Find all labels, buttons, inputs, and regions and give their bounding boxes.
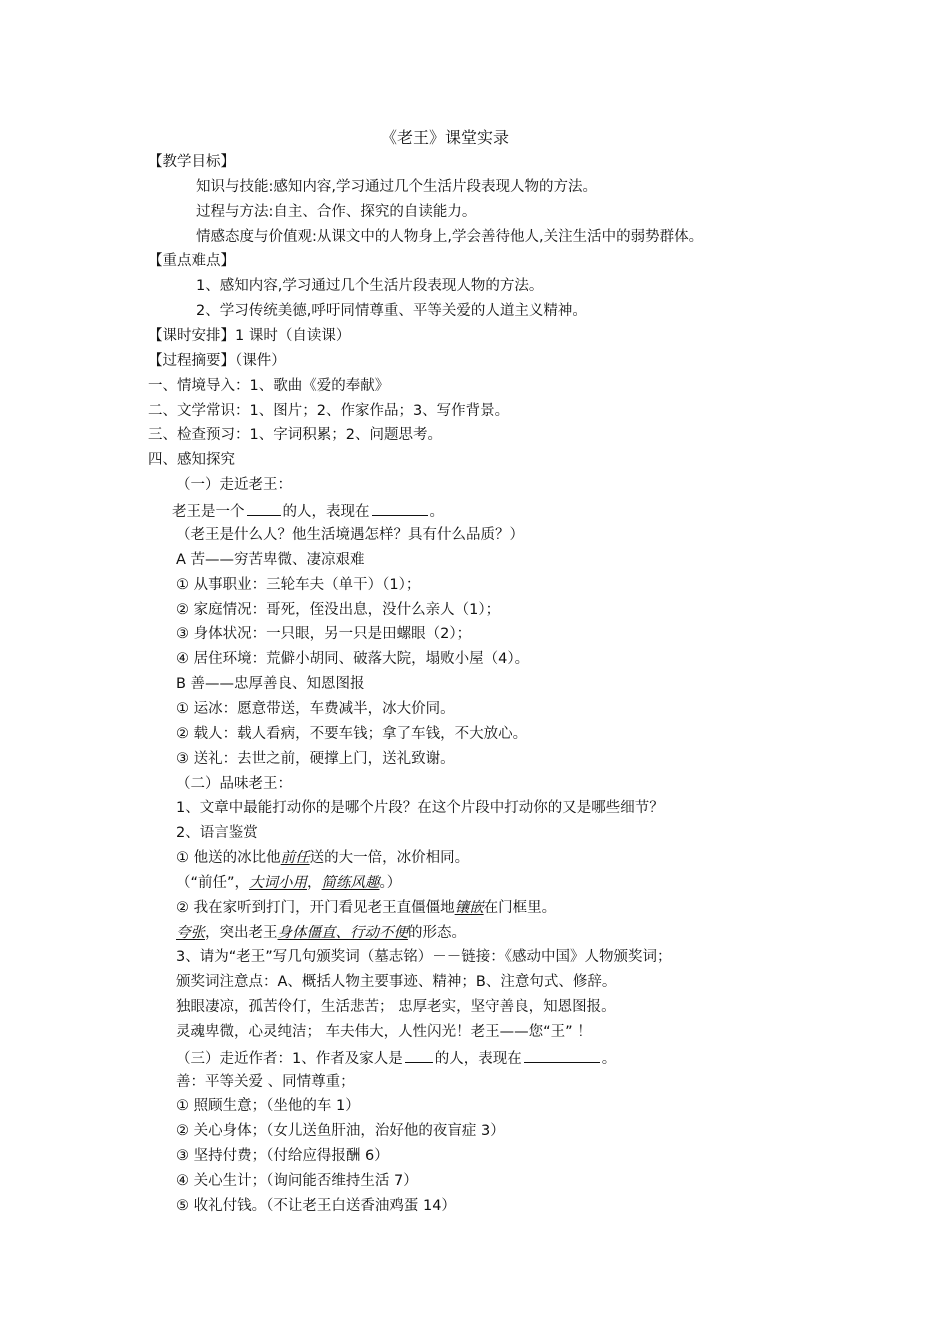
language-note-2 xyxy=(176,924,466,942)
schedule-line: 【课时安排】1 课时（自读课） xyxy=(148,328,351,344)
list-item: ③ 身体状况：一只眼，另一只是田螺眼（2）； xyxy=(176,626,472,642)
part2-heading: （二）品味老王： xyxy=(176,776,292,792)
highlighted-word: 大词小用 xyxy=(249,875,308,891)
blank-field xyxy=(372,501,428,516)
objective-process: 过程与方法:自主、合作、探究的自读能力。 xyxy=(196,204,477,220)
note-text: 。） xyxy=(379,875,402,891)
part2-question-1: 1、文章中最能打动你的是哪个片段？在这个片段中打动你的又是哪些细节？ xyxy=(176,800,664,816)
fill-text-c: 。 xyxy=(429,504,444,520)
fill-text-b: 的人，表现在 xyxy=(282,504,370,520)
step-1: 一、情境导入：1、歌曲《爱的奉献》 xyxy=(148,378,390,394)
part1-heading: （一）走近老王： xyxy=(176,477,292,493)
award-line-2: 灵魂卑微，心灵纯洁； 车夫伟大，人性闪光！老王——您“王” ！ xyxy=(176,1024,592,1040)
list-item: ③ 坚持付费；（付给应得报酬 6） xyxy=(176,1148,389,1164)
fill-text-a: 老王是一个 xyxy=(172,504,245,520)
language-note-1 xyxy=(176,874,401,892)
highlighted-word: 前任 xyxy=(280,850,310,866)
step-2: 二、文学常识：1、图片；2、作家作品；3、写作背景。 xyxy=(148,403,510,419)
highlighted-word: 身体僵直、行动不便 xyxy=(277,925,408,941)
blank-field xyxy=(405,1048,433,1063)
award-line-1: 独眼凄凉，孤苦伶仃，生活悲苦； 忠厚老实，坚守善良，知恩图报。 xyxy=(176,999,616,1015)
list-item: ③ 送礼：去世之前，硬撑上门，送礼致谢。 xyxy=(176,751,455,767)
page-title: 《老王》课堂实录 xyxy=(381,128,510,147)
heading-text: 的人，表现在 xyxy=(434,1051,522,1067)
note-text: 的形态。 xyxy=(408,925,466,941)
list-item: ① 运冰：愿意带送，车费减半，冰大价同。 xyxy=(176,701,455,717)
note-text: ， xyxy=(307,875,322,891)
example-text: 送的大一倍，冰价相同。 xyxy=(309,850,470,866)
language-example-1 xyxy=(176,849,469,867)
highlighted-word: 夸张 xyxy=(176,925,205,941)
language-example-2 xyxy=(176,899,556,917)
highlighted-word: 镶嵌 xyxy=(454,900,484,916)
list-item: ② 关心身体；（女儿送鱼肝油，治好他的夜盲症 3） xyxy=(176,1123,505,1139)
blank-field xyxy=(247,501,281,516)
list-item: ④ 居住环境：荒僻小胡同、破落大院，塌败小屋（4）。 xyxy=(176,651,530,667)
step-3: 三、检查预习：1、字词积累；2、问题思考。 xyxy=(148,427,442,443)
example-text: ① 他送的冰比他 xyxy=(176,850,281,866)
note-text: ，突出老王 xyxy=(205,925,278,941)
key-point-1: 1、感知内容,学习通过几个生活片段表现人物的方法。 xyxy=(196,278,544,294)
part1-a-heading: A 苦——穷苦卑微、凄凉艰难 xyxy=(176,552,365,568)
list-item: ② 家庭情况：哥死，侄没出息，没什么亲人（1）； xyxy=(176,602,501,618)
objective-emotion: 情感态度与价值观:从课文中的人物身上,学会善待他人,关注生活中的弱势群体。 xyxy=(196,229,704,245)
example-text: 在门框里。 xyxy=(483,900,557,916)
objectives-heading: 【教学目标】 xyxy=(148,154,235,170)
heading-text: （三）走近作者：1、作者及家人是 xyxy=(176,1051,403,1067)
part2-question-3: 3、请为“老王”写几句颁奖词（墓志铭）－－链接：《感动中国》人物颁奖词； xyxy=(176,949,672,965)
heading-text: 。 xyxy=(601,1051,617,1067)
note-text: （“前任”， xyxy=(176,875,250,891)
highlighted-word: 简练风趣 xyxy=(321,875,380,891)
part3-kind: 善：平等关爱 、同情尊重； xyxy=(176,1074,355,1090)
list-item: ① 从事职业：三轮车夫（单干）（1）； xyxy=(176,577,421,593)
objective-knowledge: 知识与技能:感知内容,学习通过几个生活片段表现人物的方法。 xyxy=(196,179,597,195)
part3-heading xyxy=(176,1048,616,1068)
part1-question: （老王是什么人？他生活境遇怎样？具有什么品质？） xyxy=(176,527,524,543)
part2-question-2: 2、语言鉴赏 xyxy=(176,825,258,841)
part1-fill-line xyxy=(172,501,444,521)
process-summary-heading: 【过程摘要】（课件） xyxy=(148,353,286,369)
list-item: ② 载人：载人看病，不要车钱；拿了车钱，不大放心。 xyxy=(176,726,528,742)
list-item: ① 照顾生意；（坐他的车 1） xyxy=(176,1098,360,1114)
key-point-2: 2、学习传统美德,呼吁同情尊重、平等关爱的人道主义精神。 xyxy=(196,303,587,319)
award-note: 颁奖词注意点：A、概括人物主要事迹、精神；B、注意句式、修辞。 xyxy=(176,974,617,990)
key-points-heading: 【重点难点】 xyxy=(148,253,235,269)
blank-field xyxy=(524,1048,600,1063)
list-item: ⑤ 收礼付钱。（不让老王白送香油鸡蛋 14） xyxy=(176,1198,456,1214)
example-text: ② 我在家听到打门，开门看见老王直僵僵地 xyxy=(176,900,455,916)
part1-b-heading: B 善——忠厚善良、知恩图报 xyxy=(176,676,365,692)
list-item: ④ 关心生计；（询问能否维持生活 7） xyxy=(176,1173,418,1189)
step-4: 四、感知探究 xyxy=(148,452,235,468)
